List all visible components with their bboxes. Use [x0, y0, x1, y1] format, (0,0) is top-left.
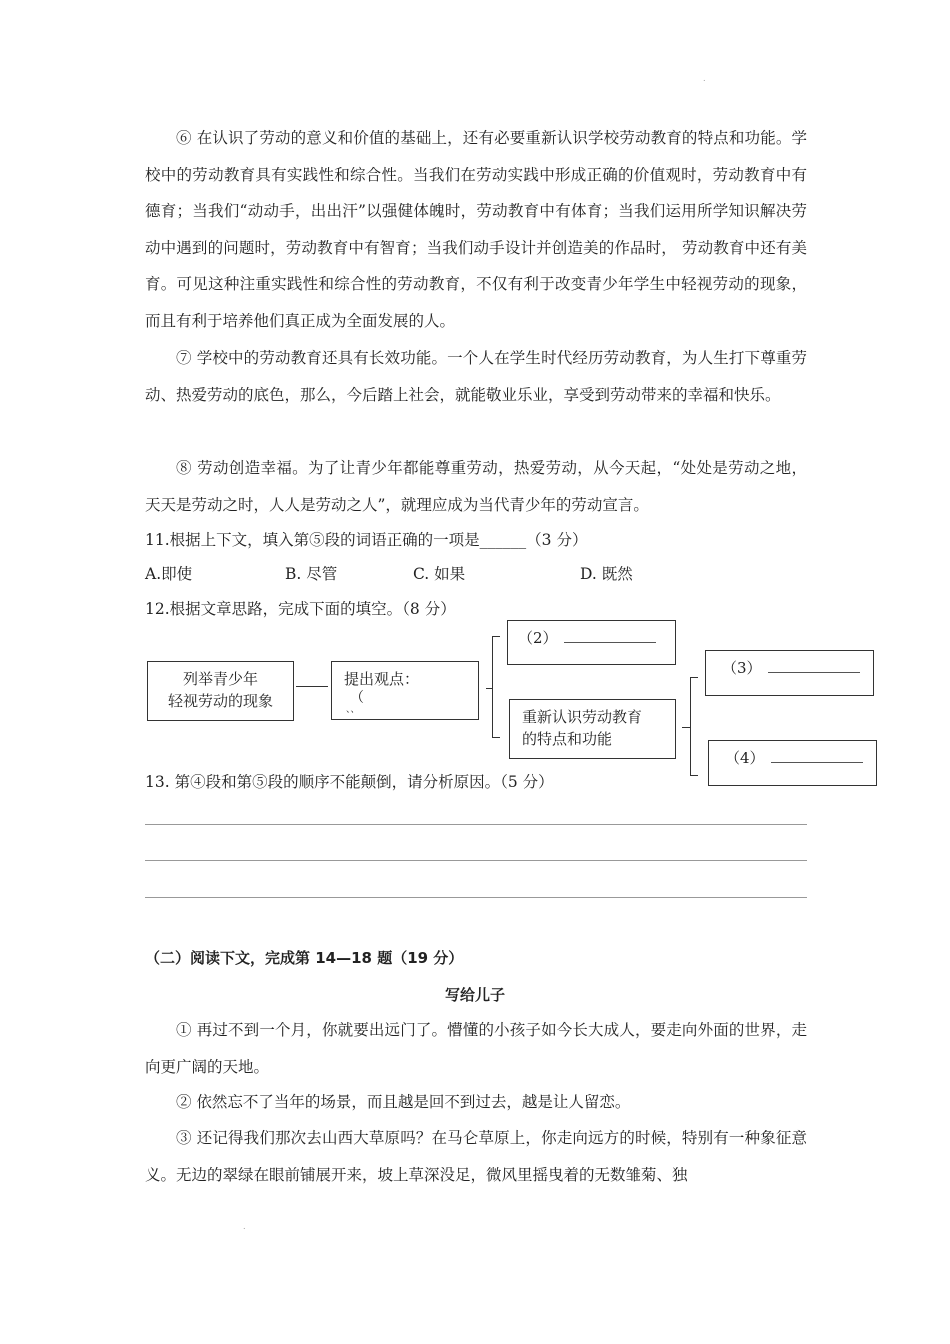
bracket-2-vertical	[690, 677, 691, 776]
article-title: 写给儿子	[444, 986, 505, 1004]
answer-line-1[interactable]	[145, 824, 807, 825]
answer-3-blank[interactable]	[768, 658, 860, 673]
answer-line-2[interactable]	[145, 860, 807, 861]
paragraph-7: ⑦ 学校中的劳动教育还具有长效功能。一个人在学生时代经历劳动教育，为人生打下尊重劳动、热爱劳动的底色，那么，今后踏上社会，就能敬业乐业，享受到劳动带来的幸福和快乐。	[145, 349, 807, 404]
top-page-mark: .	[703, 74, 706, 83]
paragraph-8: ⑧ 劳动创造幸福。为了让青少年都能尊重劳动，热爱劳动，从今天起，“处处是劳动之地，天天是劳动之时，人人是劳动之人”，就理应成为当代青少年的劳动宣言。	[145, 459, 807, 514]
box-rethink-line2: 的特点和功能	[522, 730, 613, 748]
box-viewpoint	[331, 661, 479, 720]
box-answer-2[interactable]	[507, 620, 676, 665]
box-examples-line1: 列举青少年	[182, 670, 258, 688]
box-viewpoint-marks: 、、	[346, 705, 360, 715]
article-paragraph-1: ① 再过不到一个月，你就要出远门了。懵懂的小孩子如今长大成人，要走向外面的世界，走向更广阔的天地。	[145, 1021, 807, 1076]
question-11-option-a: A.即使	[145, 565, 193, 583]
section-2-heading: （二）阅读下文，完成第 14—18 题（19 分）	[145, 949, 464, 967]
connector-1	[296, 686, 328, 687]
question-11-option-d: D. 既然	[580, 565, 633, 583]
question-11-option-c: C. 如果	[413, 565, 466, 583]
box-answer-3[interactable]	[705, 650, 874, 696]
bracket-2-top	[690, 677, 698, 678]
answer-2-blank[interactable]	[564, 628, 656, 643]
bracket-1-vertical	[492, 636, 493, 738]
box-viewpoint-label: 提出观点：	[344, 670, 420, 688]
bracket-1-bottom	[492, 737, 500, 738]
article-paragraph-2: ② 依然忘不了当年的场景，而且越是回不到过去，越是让人留恋。	[176, 1093, 631, 1111]
answer-4-blank[interactable]	[771, 748, 863, 763]
question-11-option-b: B. 尽管	[285, 565, 338, 583]
bracket-1-tick	[486, 688, 492, 689]
bracket-2-bottom	[690, 775, 698, 776]
box-answer-4[interactable]	[708, 740, 877, 786]
box-viewpoint-paren: （	[350, 690, 364, 706]
box-rethink-line1: 重新认识劳动教育	[522, 708, 643, 726]
box-rethink	[509, 699, 676, 759]
question-12-stem: 12.根据文章思路，完成下面的填空。（8 分）	[145, 600, 456, 618]
question-11-stem: 11.根据上下文，填入第⑤段的词语正确的一项是______（3 分）	[145, 531, 588, 549]
bracket-1-top	[492, 636, 500, 637]
article-paragraph-3: ③ 还记得我们那次去山西大草原吗？在马仑草原上，你走向远方的时候，特别有一种象征意义。无边的翠绿在眼前铺展开来，坡上草深没足，微风里摇曳着的无数雏菊、独	[145, 1129, 807, 1184]
box-answer-2-label: （2）	[518, 629, 558, 647]
box-answer-3-label: （3）	[722, 659, 762, 677]
box-examples	[147, 661, 294, 721]
paragraph-6: ⑥ 在认识了劳动的意义和价值的基础上，还有必要重新认识学校劳动教育的特点和功能。学校中的劳动教育具有实践性和综合性。当我们在劳动实践中形成正确的价值观时，劳动教育中有德育；当我们“动动手，出出汗”以强健体魄时，劳动教育中有体育；当我们运用所学知识解决劳动中遇到的问题时，劳动教育中有智育；当我们动手设计并创造美的作品时， 劳动教育中还有美育。可见这种注重实践性和综合性的劳动教育，不仅有利于改变青少年学生中轻视劳动的现象，而且有利于培养他们真正成为全面发展的人。	[145, 129, 807, 330]
bracket-2-tick	[682, 727, 690, 728]
answer-line-3[interactable]	[145, 897, 807, 898]
question-13-stem: 13. 第④段和第⑤段的顺序不能颠倒，请分析原因。（5 分）	[145, 773, 554, 791]
box-answer-4-label: （4）	[725, 749, 765, 767]
box-examples-line2: 轻视劳动的现象	[167, 692, 273, 710]
bottom-page-mark: .	[243, 1222, 246, 1231]
